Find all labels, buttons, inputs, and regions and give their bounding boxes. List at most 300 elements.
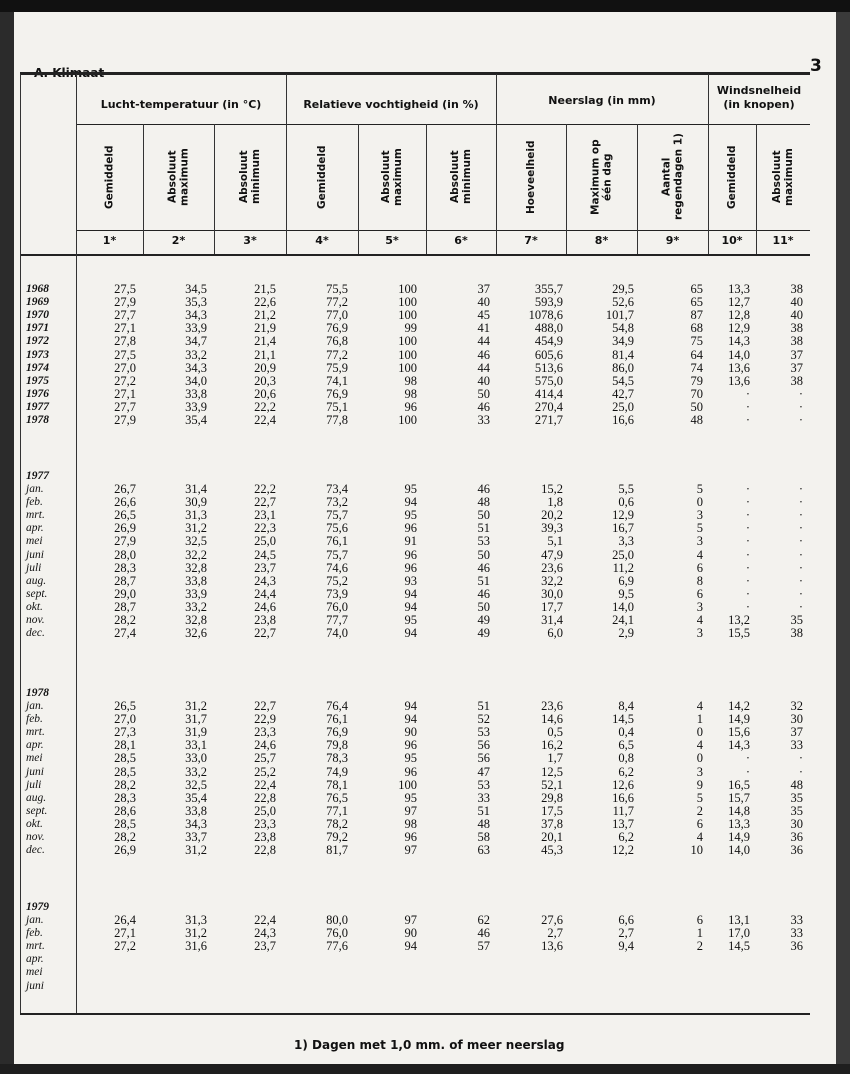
row-label: feb. bbox=[26, 927, 43, 940]
table-cell: 21,5 bbox=[254, 282, 276, 296]
table-cell: 23,6 bbox=[541, 699, 563, 713]
table-cell: 33,2 bbox=[185, 764, 207, 779]
table-cell: 81,4 bbox=[612, 347, 634, 362]
table-cell: 31,2 bbox=[185, 699, 207, 713]
table-cell: 35 bbox=[790, 613, 803, 627]
table-cell: 5 bbox=[696, 790, 703, 805]
table-row bbox=[14, 980, 836, 993]
table-cell: 75,2 bbox=[326, 573, 348, 588]
table-cell: 12,2 bbox=[612, 843, 634, 858]
table-cell: 74,1 bbox=[326, 373, 348, 388]
row-label: 1976 bbox=[26, 387, 49, 400]
table-cell: 32,2 bbox=[541, 573, 563, 588]
table-cell: 40 bbox=[790, 295, 803, 310]
table-cell: 6 bbox=[696, 560, 703, 575]
table-cell: 33 bbox=[790, 913, 803, 927]
table-cell: 97 bbox=[404, 803, 417, 818]
table-cell: 79 bbox=[690, 373, 703, 388]
table-row bbox=[14, 483, 836, 496]
table-cell: 96 bbox=[404, 560, 417, 575]
column-number-10: 10* bbox=[721, 234, 743, 247]
column-label-3: Absoluut minimum bbox=[238, 149, 262, 205]
table-cell: 36 bbox=[790, 939, 803, 954]
table-cell: 30,0 bbox=[541, 586, 563, 601]
table-cell: 34,3 bbox=[185, 816, 207, 831]
table-cell: 27,1 bbox=[114, 321, 136, 336]
table-cell: 96 bbox=[404, 830, 417, 844]
table-cell: 355,7 bbox=[534, 282, 563, 296]
column-label-4: Gemiddeld bbox=[316, 145, 328, 209]
row-label: juni bbox=[26, 765, 44, 778]
row-label: jan. bbox=[26, 914, 44, 926]
table-cell: · bbox=[798, 482, 803, 496]
table-cell: 14,2 bbox=[728, 699, 750, 713]
table-cell: 13,6 bbox=[541, 939, 563, 954]
table-cell: 6 bbox=[696, 586, 703, 601]
table-cell: 75,9 bbox=[326, 360, 348, 375]
table-cell: · bbox=[745, 399, 750, 414]
row-label: sept. bbox=[26, 587, 48, 600]
table-cell: 3 bbox=[696, 764, 703, 779]
table-cell: 14,5 bbox=[612, 712, 634, 727]
table-cell: 100 bbox=[398, 334, 417, 349]
table-cell: 33 bbox=[477, 413, 490, 427]
table-cell: 99 bbox=[404, 321, 417, 336]
table-cell: 32,5 bbox=[185, 534, 207, 549]
table-cell: 49 bbox=[477, 626, 490, 641]
table-cell: 26,4 bbox=[114, 913, 136, 927]
table-cell: 5,5 bbox=[618, 482, 634, 496]
table-cell: 48 bbox=[790, 777, 803, 792]
table-cell: · bbox=[745, 547, 750, 562]
table-cell: 76,9 bbox=[326, 386, 348, 401]
table-cell: 28,0 bbox=[114, 547, 136, 562]
book-spine-shadow bbox=[836, 12, 850, 1074]
table-row bbox=[14, 818, 836, 831]
table-cell: 28,5 bbox=[114, 764, 136, 779]
table-cell: 12,7 bbox=[728, 295, 750, 310]
table-cell: 94 bbox=[404, 599, 417, 614]
table-cell: 34,0 bbox=[185, 373, 207, 388]
table-cell: · bbox=[798, 386, 803, 401]
table-cell: 68 bbox=[690, 321, 703, 336]
table-cell: 1078,6 bbox=[528, 308, 563, 323]
table-cell: 0 bbox=[696, 495, 703, 510]
table-cell: 98 bbox=[404, 386, 417, 401]
table-row bbox=[14, 309, 836, 322]
table-row bbox=[14, 362, 836, 375]
table-cell: · bbox=[798, 560, 803, 575]
table-cell: · bbox=[798, 521, 803, 536]
table-row bbox=[14, 752, 836, 765]
table-cell: 86,0 bbox=[612, 360, 634, 375]
table-cell: 53 bbox=[477, 777, 490, 792]
row-label: apr. bbox=[26, 953, 44, 966]
table-cell: 513,6 bbox=[534, 360, 563, 375]
table-cell: 6,5 bbox=[618, 738, 634, 753]
table-cell: 1,7 bbox=[547, 751, 563, 766]
row-label: 1972 bbox=[26, 335, 49, 348]
table-cell: 33 bbox=[790, 926, 803, 941]
table-cell: 48 bbox=[477, 816, 490, 831]
table-cell: 48 bbox=[690, 413, 703, 427]
table-cell: 13,3 bbox=[728, 816, 750, 831]
table-cell: 38 bbox=[790, 373, 803, 388]
table-cell: 27,0 bbox=[114, 360, 136, 375]
table-cell: 30 bbox=[790, 712, 803, 727]
table-cell: 24,3 bbox=[254, 926, 276, 941]
table-cell: 14,3 bbox=[728, 334, 750, 349]
column-label-6: Absoluut minimum bbox=[449, 149, 473, 205]
table-cell: 27,7 bbox=[114, 308, 136, 323]
table-row bbox=[14, 914, 836, 927]
table-cell: 15,5 bbox=[728, 626, 750, 641]
table-cell: 73,9 bbox=[326, 586, 348, 601]
column-number-11: 11* bbox=[772, 234, 794, 247]
table-row bbox=[14, 283, 836, 296]
table-cell: 4 bbox=[696, 830, 703, 844]
row-label: jan. bbox=[26, 483, 44, 495]
table-cell: 33 bbox=[477, 790, 490, 805]
group-header-2: Relatieve vochtigheid (in %) bbox=[303, 98, 479, 111]
table-cell: · bbox=[745, 599, 750, 614]
table-row bbox=[14, 535, 836, 548]
table-cell: 73,4 bbox=[326, 482, 348, 496]
table-cell: 21,2 bbox=[254, 308, 276, 323]
column-number-1: 1* bbox=[102, 234, 117, 247]
table-cell: 27,1 bbox=[114, 926, 136, 941]
footnote: 1) Dagen met 1,0 mm. of meer neerslag bbox=[294, 1038, 565, 1052]
table-cell: 27,4 bbox=[114, 626, 136, 641]
table-cell: 14,8 bbox=[728, 803, 750, 818]
row-label: 1973 bbox=[26, 348, 49, 361]
table-cell: 35 bbox=[790, 790, 803, 805]
table-cell: 575,0 bbox=[534, 373, 563, 388]
table-cell: · bbox=[745, 521, 750, 536]
table-cell: · bbox=[745, 573, 750, 588]
table-cell: 3,3 bbox=[618, 534, 634, 549]
table-row bbox=[14, 792, 836, 805]
group-header-rule bbox=[76, 124, 810, 125]
table-cell: 34,7 bbox=[185, 334, 207, 349]
table-cell: 30,9 bbox=[185, 495, 207, 510]
row-label: 1975 bbox=[26, 374, 49, 387]
table-cell: 27,1 bbox=[114, 386, 136, 401]
table-cell: 22,3 bbox=[254, 521, 276, 536]
table-cell: 42,7 bbox=[612, 386, 634, 401]
table-cell: 11,7 bbox=[612, 803, 634, 818]
table-cell: 12,5 bbox=[541, 764, 563, 779]
row-label: 1974 bbox=[26, 361, 49, 374]
table-cell: 23,1 bbox=[254, 508, 276, 523]
table-cell: 9 bbox=[696, 777, 703, 792]
table-cell: 26,5 bbox=[114, 699, 136, 713]
row-label: mei bbox=[26, 535, 43, 548]
table-cell: · bbox=[745, 586, 750, 601]
table-cell: 6,0 bbox=[547, 626, 563, 641]
table-cell: 76,0 bbox=[326, 599, 348, 614]
row-label: juli bbox=[26, 561, 42, 574]
table-cell: · bbox=[798, 508, 803, 523]
row-label: 1971 bbox=[26, 322, 49, 335]
table-cell: 22,7 bbox=[254, 699, 276, 713]
table-cell: 51 bbox=[477, 573, 490, 588]
table-cell: 0 bbox=[696, 725, 703, 740]
row-label: mei bbox=[26, 752, 43, 765]
table-cell: 27,9 bbox=[114, 295, 136, 310]
table-cell: 78,2 bbox=[326, 816, 348, 831]
table-cell: 9,4 bbox=[618, 939, 634, 954]
table-cell: 74,0 bbox=[326, 626, 348, 641]
table-cell: 74,6 bbox=[326, 560, 348, 575]
table-cell: 38 bbox=[790, 334, 803, 349]
row-label: mrt. bbox=[26, 509, 45, 522]
table-cell: 33,9 bbox=[185, 586, 207, 601]
row-label: mrt. bbox=[26, 940, 45, 953]
table-cell: 27,9 bbox=[114, 534, 136, 549]
table-cell: 77,2 bbox=[326, 295, 348, 310]
page-number: 3 bbox=[810, 56, 822, 76]
row-label: 1970 bbox=[26, 309, 49, 322]
table-cell: · bbox=[798, 547, 803, 562]
table-row bbox=[14, 296, 836, 309]
table-cell: 35,4 bbox=[185, 413, 207, 427]
column-label-11: Absoluut maximum bbox=[771, 148, 795, 206]
table-cell: 0,6 bbox=[618, 495, 634, 510]
table-row bbox=[14, 496, 836, 509]
table-cell: 40 bbox=[790, 308, 803, 323]
table-cell: 33,0 bbox=[185, 751, 207, 766]
table-cell: 47 bbox=[477, 764, 490, 779]
row-label: 1969 bbox=[26, 296, 49, 309]
table-cell: · bbox=[745, 386, 750, 401]
table-cell: 75,1 bbox=[326, 399, 348, 414]
row-label: aug. bbox=[26, 791, 47, 804]
table-cell: 33,2 bbox=[185, 347, 207, 362]
table-cell: 25,7 bbox=[254, 751, 276, 766]
table-row bbox=[14, 375, 836, 388]
table-cell: 32 bbox=[790, 699, 803, 713]
table-cell: 9,5 bbox=[618, 586, 634, 601]
table-cell: 23,7 bbox=[254, 939, 276, 954]
block-year-label: 1978 bbox=[26, 687, 49, 699]
table-cell: 33 bbox=[790, 738, 803, 753]
table-row bbox=[14, 779, 836, 792]
document-page bbox=[14, 12, 836, 1064]
table-cell: 95 bbox=[404, 613, 417, 627]
table-row bbox=[14, 805, 836, 818]
table-cell: · bbox=[798, 413, 803, 427]
table-cell: 24,6 bbox=[254, 738, 276, 753]
table-row bbox=[14, 414, 836, 427]
table-cell: 34,3 bbox=[185, 360, 207, 375]
table-cell: 16,6 bbox=[612, 413, 634, 427]
table-row bbox=[14, 509, 836, 522]
table-cell: · bbox=[798, 764, 803, 779]
table-cell: 32,2 bbox=[185, 547, 207, 562]
table-cell: 24,5 bbox=[254, 547, 276, 562]
table-cell: 15,7 bbox=[728, 790, 750, 805]
table-cell: 22,8 bbox=[254, 790, 276, 805]
column-number-9: 9* bbox=[665, 234, 680, 247]
table-row bbox=[14, 844, 836, 857]
table-cell: 50 bbox=[477, 386, 490, 401]
table-cell: 35 bbox=[790, 803, 803, 818]
table-row bbox=[14, 700, 836, 713]
table-cell: 95 bbox=[404, 751, 417, 766]
table-row bbox=[14, 831, 836, 844]
group-header-4: Windsnelheid (in knopen) bbox=[716, 84, 802, 111]
table-bottom-rule bbox=[20, 1013, 810, 1015]
table-cell: 36 bbox=[790, 843, 803, 858]
table-cell: 30 bbox=[790, 816, 803, 831]
table-row bbox=[14, 627, 836, 640]
column-label-9: Aantal regendagen 1) bbox=[660, 133, 685, 221]
table-cell: 77,2 bbox=[326, 347, 348, 362]
table-cell: 77,8 bbox=[326, 413, 348, 427]
table-cell: 101,7 bbox=[605, 308, 634, 323]
table-cell: 17,0 bbox=[728, 926, 750, 941]
table-row bbox=[14, 322, 836, 335]
table-cell: 96 bbox=[404, 399, 417, 414]
table-cell: 46 bbox=[477, 399, 490, 414]
table-cell: 44 bbox=[477, 334, 490, 349]
table-cell: 91 bbox=[404, 534, 417, 549]
table-cell: 27,8 bbox=[114, 334, 136, 349]
table-cell: 77,6 bbox=[326, 939, 348, 954]
table-row bbox=[14, 562, 836, 575]
table-cell: 20,6 bbox=[254, 386, 276, 401]
table-cell: 414,4 bbox=[534, 386, 563, 401]
row-label: feb. bbox=[26, 713, 43, 726]
table-cell: 25,0 bbox=[254, 803, 276, 818]
table-cell: 24,6 bbox=[254, 599, 276, 614]
table-cell: 29,0 bbox=[114, 586, 136, 601]
table-cell: 22,4 bbox=[254, 913, 276, 927]
table-cell: 31,3 bbox=[185, 913, 207, 927]
table-cell: 34,9 bbox=[612, 334, 634, 349]
table-cell: 593,9 bbox=[534, 295, 563, 310]
table-cell: 23,3 bbox=[254, 816, 276, 831]
block-year-label: 1979 bbox=[26, 901, 49, 913]
table-cell: · bbox=[798, 599, 803, 614]
row-label: aug. bbox=[26, 574, 47, 587]
table-cell: 27,5 bbox=[114, 347, 136, 362]
table-cell: 53 bbox=[477, 534, 490, 549]
table-cell: · bbox=[745, 764, 750, 779]
table-cell: 50 bbox=[690, 399, 703, 414]
table-cell: 270,4 bbox=[534, 399, 563, 414]
table-cell: 271,7 bbox=[534, 413, 563, 427]
table-cell: 95 bbox=[404, 790, 417, 805]
table-cell: 24,1 bbox=[612, 613, 634, 627]
table-cell: 34,5 bbox=[185, 282, 207, 296]
table-cell: 79,8 bbox=[326, 738, 348, 753]
table-row bbox=[14, 575, 836, 588]
table-cell: 96 bbox=[404, 521, 417, 536]
table-cell: 56 bbox=[477, 751, 490, 766]
table-cell: 22,6 bbox=[254, 295, 276, 310]
table-row bbox=[14, 953, 836, 966]
table-cell: · bbox=[798, 573, 803, 588]
table-cell: 28,2 bbox=[114, 777, 136, 792]
table-cell: 33,1 bbox=[185, 738, 207, 753]
table-cell: 39,3 bbox=[541, 521, 563, 536]
table-cell: 6,6 bbox=[618, 913, 634, 927]
table-cell: 50 bbox=[477, 599, 490, 614]
table-cell: 8,4 bbox=[618, 699, 634, 713]
row-label: feb. bbox=[26, 496, 43, 509]
table-cell: 56 bbox=[477, 738, 490, 753]
table-cell: 46 bbox=[477, 482, 490, 496]
table-cell: 57 bbox=[477, 939, 490, 954]
table-cell: 16,2 bbox=[541, 738, 563, 753]
table-cell: 32,6 bbox=[185, 626, 207, 641]
table-cell: 33,8 bbox=[185, 803, 207, 818]
table-cell: 31,6 bbox=[185, 939, 207, 954]
row-label: 1968 bbox=[26, 283, 49, 295]
row-label: dec. bbox=[26, 844, 45, 857]
table-top-rule bbox=[20, 72, 810, 75]
table-cell: 76,9 bbox=[326, 725, 348, 740]
table-cell: 26,9 bbox=[114, 521, 136, 536]
table-cell: 14,3 bbox=[728, 738, 750, 753]
table-cell: 40 bbox=[477, 373, 490, 388]
table-cell: · bbox=[798, 751, 803, 766]
table-cell: 27,3 bbox=[114, 725, 136, 740]
table-cell: 50 bbox=[477, 508, 490, 523]
table-cell: 14,9 bbox=[728, 712, 750, 727]
column-label-5: Absoluut maximum bbox=[380, 148, 404, 206]
table-cell: 52 bbox=[477, 712, 490, 727]
table-cell: 74 bbox=[690, 360, 703, 375]
binding-edge bbox=[0, 0, 850, 12]
table-cell: 26,7 bbox=[114, 482, 136, 496]
table-cell: 31,9 bbox=[185, 725, 207, 740]
table-cell: 100 bbox=[398, 777, 417, 792]
table-cell: 52,1 bbox=[541, 777, 563, 792]
table-cell: 3 bbox=[696, 508, 703, 523]
row-label: juli bbox=[26, 778, 42, 791]
table-cell: 27,7 bbox=[114, 399, 136, 414]
table-cell: 37 bbox=[790, 725, 803, 740]
table-cell: 32,8 bbox=[185, 613, 207, 627]
table-cell: 21,9 bbox=[254, 321, 276, 336]
table-row bbox=[14, 588, 836, 601]
table-cell: 100 bbox=[398, 360, 417, 375]
table-cell: 54,8 bbox=[612, 321, 634, 336]
table-cell: 95 bbox=[404, 508, 417, 523]
table-cell: · bbox=[745, 508, 750, 523]
table-cell: 20,2 bbox=[541, 508, 563, 523]
table-cell: · bbox=[798, 495, 803, 510]
table-cell: 22,7 bbox=[254, 495, 276, 510]
table-cell: 50 bbox=[477, 547, 490, 562]
table-cell: 22,8 bbox=[254, 843, 276, 858]
table-cell: 70 bbox=[690, 386, 703, 401]
table-cell: 8 bbox=[696, 573, 703, 588]
row-label: 1977 bbox=[26, 400, 49, 413]
table-cell: 75 bbox=[690, 334, 703, 349]
table-cell: 28,5 bbox=[114, 751, 136, 766]
table-cell: 75,7 bbox=[326, 508, 348, 523]
table-cell: 77,0 bbox=[326, 308, 348, 323]
header-bottom-rule bbox=[20, 254, 810, 256]
table-cell: 2 bbox=[696, 939, 703, 954]
table-cell: 94 bbox=[404, 939, 417, 954]
row-label: juni bbox=[26, 979, 44, 992]
table-cell: 45,3 bbox=[541, 843, 563, 858]
